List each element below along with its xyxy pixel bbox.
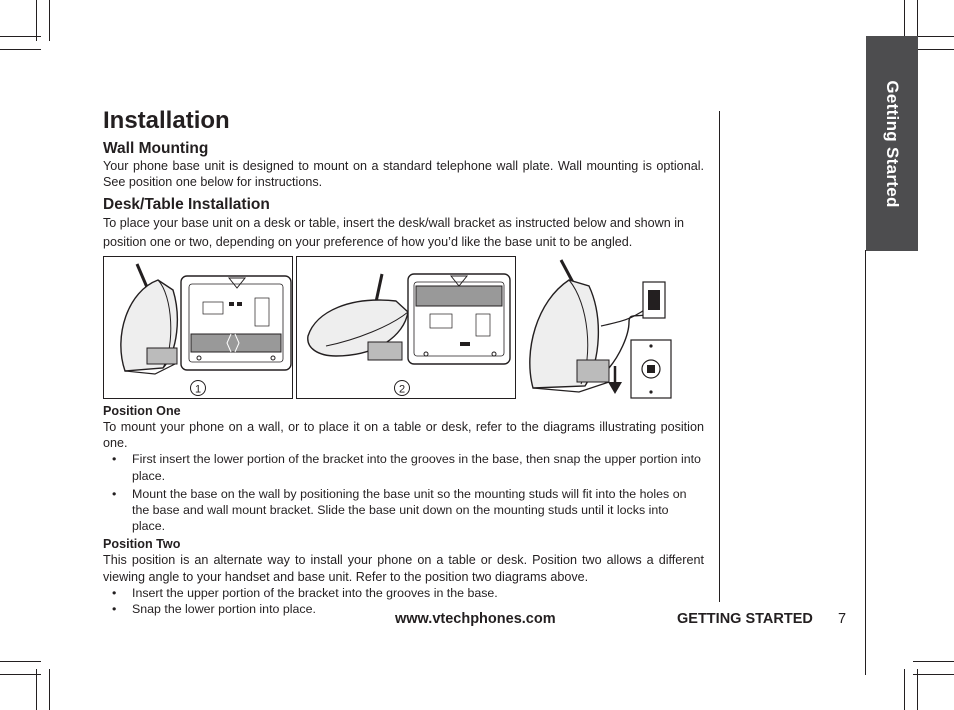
list-item-text: First insert the lower portion of the bracket into the grooves in the base, then snap the upper portion into place. xyxy=(132,452,701,483)
crop-mark xyxy=(0,661,41,662)
page-content xyxy=(103,106,704,617)
crop-mark xyxy=(0,49,41,50)
bullet-icon: • xyxy=(112,602,117,617)
side-tab-label: Getting Started xyxy=(883,79,902,208)
list-item xyxy=(103,585,704,601)
column-divider xyxy=(719,111,720,602)
position-one-label: 1 xyxy=(194,383,202,396)
position-one-steps xyxy=(103,451,704,534)
crop-mark xyxy=(913,674,954,675)
section-side-tab xyxy=(866,36,918,251)
diagram-wall-mount xyxy=(519,256,699,401)
list-item xyxy=(103,486,704,535)
position-two-text: This position is an alternate way to install your phone on a table or desk. Position two allows a different viewing angle to your handset and base unit. Refer to the position two diagrams above. xyxy=(103,553,704,584)
wall-mounting-text: Your phone base unit is designed to mount on a standard telephone wall plate. Wall mounting is optional. See position one below for instructions. xyxy=(103,159,704,190)
position-one-heading: Position One xyxy=(103,404,181,418)
bullet-icon: • xyxy=(112,585,117,600)
position-two-label: 2 xyxy=(398,383,406,396)
crop-mark xyxy=(0,36,41,37)
position-two-heading: Position Two xyxy=(103,537,181,552)
crop-mark xyxy=(904,0,905,41)
desk-install-text: To place your base unit on a desk or table, insert the desk/wall bracket as instructed below and shown in position one or two, depending on your preference of how you’d like the base unit to be angled. xyxy=(103,216,685,250)
position-one-text: To mount your phone on a wall, or to place it on a table or desk, refer to the diagrams illustrating position one. xyxy=(103,420,704,451)
margin-divider xyxy=(865,250,866,675)
installation-diagrams xyxy=(103,256,704,401)
crop-mark xyxy=(49,0,50,41)
bullet-icon: • xyxy=(112,452,117,467)
footer-section-title: GETTING STARTED xyxy=(677,611,813,627)
crop-mark xyxy=(0,674,41,675)
bullet-icon: • xyxy=(112,486,117,501)
crop-mark xyxy=(913,661,954,662)
footer-url: www.vtechphones.com xyxy=(395,611,556,627)
list-item-text: Mount the base on the wall by positioning the base unit so the mounting studs will fit into the holes on the base and wall mount bracket. Slide the base unit down on the mounting studs until it locks into place. xyxy=(132,486,687,534)
crop-mark xyxy=(917,0,918,41)
page-number: 7 xyxy=(838,611,847,627)
crop-mark xyxy=(36,0,37,41)
crop-mark xyxy=(36,669,37,710)
wall-mounting-heading: Wall Mounting xyxy=(103,140,209,157)
diagram-position-one xyxy=(103,256,293,399)
crop-mark xyxy=(913,49,954,50)
crop-mark xyxy=(913,36,954,37)
crop-mark xyxy=(904,669,905,710)
crop-mark xyxy=(917,669,918,710)
diagram-position-two xyxy=(296,256,516,399)
page-title: Installation xyxy=(103,107,230,134)
crop-mark xyxy=(49,669,50,710)
list-item-text: Insert the upper portion of the bracket into the grooves in the base. xyxy=(132,585,498,600)
list-item-text: Snap the lower portion into place. xyxy=(132,602,316,617)
list-item xyxy=(103,451,704,483)
desk-install-heading: Desk/Table Installation xyxy=(103,196,270,214)
